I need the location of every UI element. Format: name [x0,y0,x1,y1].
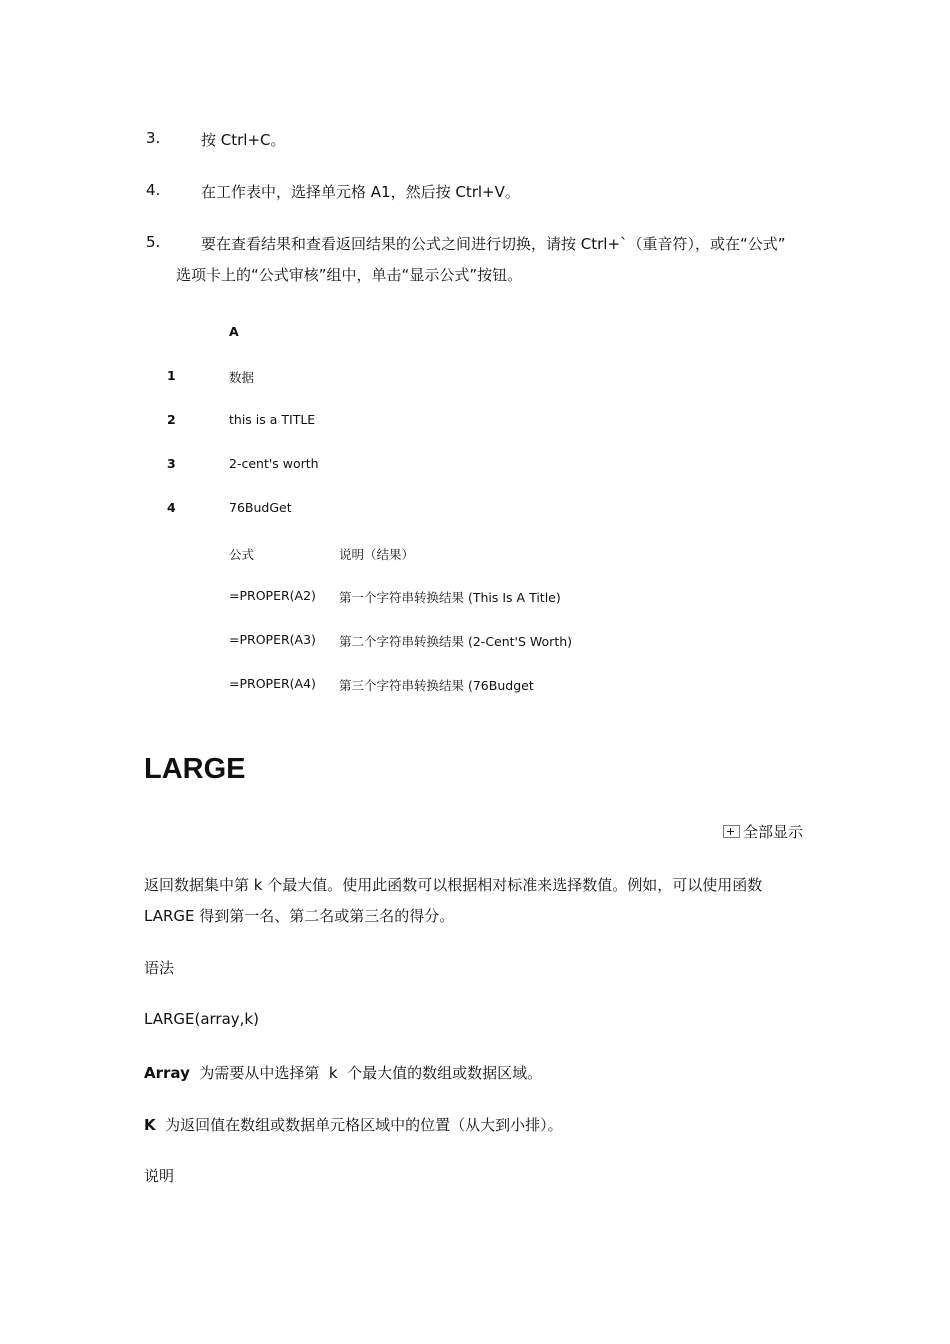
cell-value: 数据 [229,370,255,385]
cell-value: 2-cent's worth [229,456,319,471]
step-3-number: 3. [146,129,161,147]
step-5-text-continued: 选项卡上的“公式审核”组中，单击“显示公式”按钮。 [176,266,523,284]
param-name: K [144,1116,156,1134]
param-name: Array [144,1064,190,1082]
description-cell: 第三个字符串转换结果 (76Budget [339,678,534,693]
formula-cell: =PROPER(A4) [229,676,316,691]
syntax-label: 语法 [144,959,175,977]
param-desc: 为需要从中选择第 k 个最大值的数组或数据区域。 [189,1064,543,1082]
description-cell: 第二个字符串转换结果 (2-Cent'S Worth) [339,634,573,649]
row-number: 1 [167,368,176,383]
description-cell: 第一个字符串转换结果 (This Is A Title) [339,590,561,605]
step-4-number: 4. [146,181,161,199]
cell-value: 76BudGet [229,500,292,515]
formula-header: 公式 [229,547,255,562]
notes-label: 说明 [144,1167,175,1185]
formula-cell: =PROPER(A2) [229,588,316,603]
row-number: 2 [167,412,176,427]
intro-line-2: LARGE 得到第一名、第二名或第三名的得分。 [144,907,455,925]
row-number: 4 [167,500,176,515]
syntax-text: LARGE(array,k) [144,1010,259,1028]
row-number: 3 [167,456,176,471]
column-header-a: A [229,324,239,339]
step-5-text: 要在查看结果和查看返回结果的公式之间进行切换，请按 Ctrl+`（重音符），或在“公式” [201,235,786,253]
param-array [144,1062,542,1083]
description-header: 说明（结果） [339,547,415,562]
formula-cell: =PROPER(A3) [229,632,316,647]
show-all-label[interactable]: 全部显示 [743,823,804,841]
intro-line-1: 返回数据集中第 k 个最大值。使用此函数可以根据相对标准来选择数值。例如，可以使用函数 [144,876,763,894]
step-4-text: 在工作表中，选择单元格 A1，然后按 Ctrl+V。 [201,183,520,201]
step-3-text: 按 Ctrl+C。 [201,131,286,149]
step-5-number: 5. [146,233,161,251]
param-k [144,1114,563,1135]
expand-plus-icon[interactable] [723,825,740,838]
param-desc: 为返回值在数组或数据单元格区域中的位置（从大到小排）。 [155,1116,563,1134]
cell-value: this is a TITLE [229,412,316,427]
section-title: LARGE [144,753,246,785]
show-all-toggle[interactable] [723,821,803,842]
